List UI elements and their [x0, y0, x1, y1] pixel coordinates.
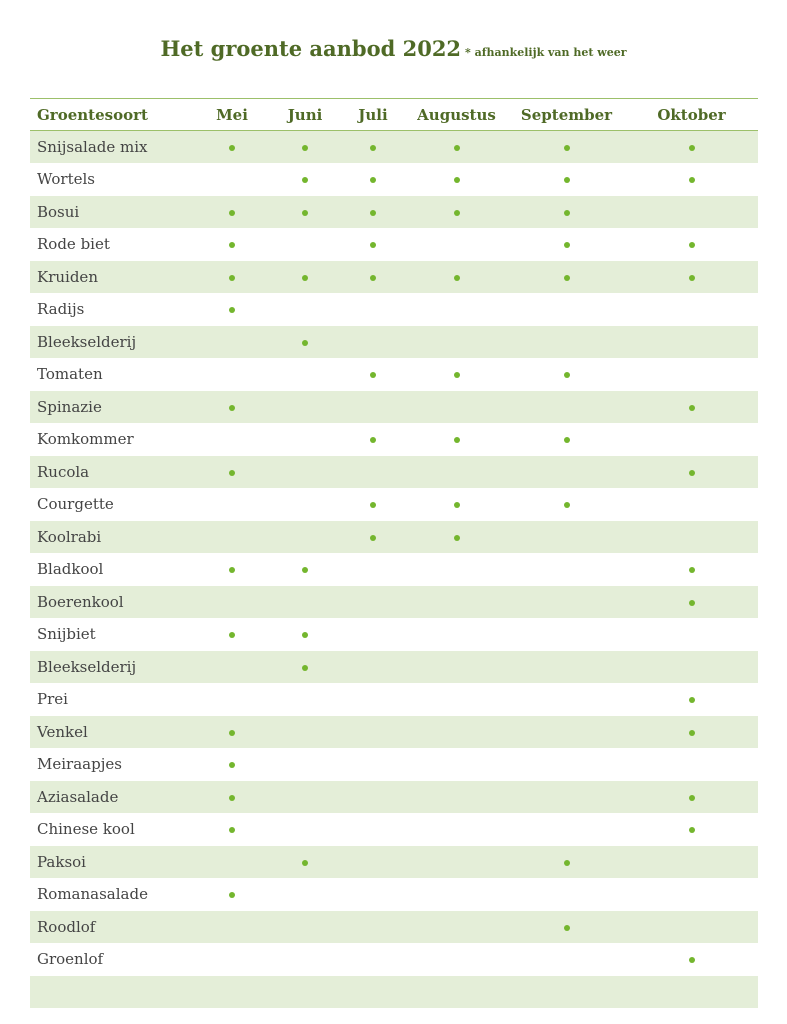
month-cell — [269, 196, 341, 229]
month-cell — [405, 781, 508, 814]
bullet-dot-icon — [564, 925, 570, 931]
bullet-dot-icon — [302, 177, 308, 183]
month-cell — [195, 423, 269, 456]
month-cell — [341, 683, 405, 716]
month-cell — [625, 326, 758, 359]
month-cell — [625, 553, 758, 586]
month-cell — [625, 813, 758, 846]
bullet-dot-icon — [229, 632, 235, 638]
month-cell — [508, 358, 625, 391]
vegetable-name: Spinazie — [37, 397, 102, 416]
table-body — [30, 131, 758, 1009]
month-cell — [195, 716, 269, 749]
bullet-dot-icon — [370, 145, 376, 151]
bullet-dot-icon — [564, 372, 570, 378]
bullet-dot-icon — [229, 567, 235, 573]
month-cell — [341, 586, 405, 619]
month-cell — [405, 521, 508, 554]
vegetable-availability-table — [30, 98, 758, 1008]
month-cell — [405, 228, 508, 261]
vegetable-name: Groenlof — [37, 950, 104, 969]
month-cell — [341, 228, 405, 261]
month-cell — [625, 976, 758, 1009]
month-cell — [341, 781, 405, 814]
month-cell — [341, 618, 405, 651]
bullet-dot-icon — [229, 795, 235, 801]
month-cell — [508, 456, 625, 489]
bullet-dot-icon — [302, 145, 308, 151]
table-row — [30, 261, 758, 294]
month-cell — [195, 196, 269, 229]
month-cell — [508, 878, 625, 911]
bullet-dot-icon — [302, 567, 308, 573]
bullet-dot-icon — [302, 275, 308, 281]
month-cell — [508, 748, 625, 781]
month-cell — [269, 131, 341, 164]
month-cell — [269, 618, 341, 651]
month-cell — [269, 456, 341, 489]
month-cell — [405, 911, 508, 944]
month-cell — [405, 943, 508, 976]
month-cell — [341, 456, 405, 489]
month-cell — [508, 391, 625, 424]
bullet-dot-icon — [689, 567, 695, 573]
month-cell — [341, 488, 405, 521]
bullet-dot-icon — [229, 210, 235, 216]
month-cell — [625, 716, 758, 749]
bullet-dot-icon — [454, 145, 460, 151]
month-cell — [195, 163, 269, 196]
month-cell — [625, 358, 758, 391]
month-cell — [341, 163, 405, 196]
vegetable-name: Kruiden — [37, 267, 98, 286]
month-cell — [625, 228, 758, 261]
month-cell — [625, 586, 758, 619]
month-cell — [341, 423, 405, 456]
month-cell — [195, 911, 269, 944]
month-cell — [269, 228, 341, 261]
table-row — [30, 293, 758, 326]
month-cell — [508, 228, 625, 261]
month-cell — [269, 358, 341, 391]
month-cell — [269, 976, 341, 1009]
vegetable-name: Komkommer — [37, 430, 134, 449]
month-cell — [625, 196, 758, 229]
vegetable-name: Prei — [37, 690, 68, 709]
table-row — [30, 716, 758, 749]
month-cell — [508, 813, 625, 846]
bullet-dot-icon — [689, 730, 695, 736]
table-row — [30, 423, 758, 456]
month-cell — [195, 781, 269, 814]
vegetable-name: Roodlof — [37, 917, 96, 936]
bullet-dot-icon — [370, 242, 376, 248]
bullet-dot-icon — [229, 762, 235, 768]
month-cell — [341, 911, 405, 944]
bullet-dot-icon — [689, 177, 695, 183]
month-cell — [508, 781, 625, 814]
month-cell — [625, 131, 758, 164]
bullet-dot-icon — [689, 697, 695, 703]
month-cell — [405, 326, 508, 359]
month-cell — [195, 261, 269, 294]
table-row — [30, 846, 758, 879]
month-cell — [195, 683, 269, 716]
month-cell — [195, 846, 269, 879]
month-cell — [341, 391, 405, 424]
bullet-dot-icon — [689, 470, 695, 476]
table-row — [30, 781, 758, 814]
bullet-dot-icon — [564, 502, 570, 508]
bullet-dot-icon — [689, 275, 695, 281]
month-cell — [195, 586, 269, 619]
month-cell — [341, 878, 405, 911]
month-cell — [625, 911, 758, 944]
month-cell — [625, 878, 758, 911]
month-cell — [341, 553, 405, 586]
bullet-dot-icon — [454, 210, 460, 216]
bullet-dot-icon — [564, 210, 570, 216]
bullet-dot-icon — [229, 827, 235, 833]
month-cell — [195, 228, 269, 261]
month-cell — [405, 651, 508, 684]
bullet-dot-icon — [229, 307, 235, 313]
bullet-dot-icon — [454, 372, 460, 378]
vegetable-name: Boerenkool — [37, 592, 124, 611]
table-row — [30, 358, 758, 391]
month-cell — [405, 618, 508, 651]
bullet-dot-icon — [689, 600, 695, 606]
vegetable-name: Wortels — [37, 170, 96, 189]
column-header-september: September — [508, 99, 625, 131]
bullet-dot-icon — [370, 372, 376, 378]
month-cell — [195, 618, 269, 651]
month-cell — [269, 911, 341, 944]
bullet-dot-icon — [689, 145, 695, 151]
month-cell — [625, 943, 758, 976]
month-cell — [405, 553, 508, 586]
month-cell — [269, 488, 341, 521]
month-cell — [341, 651, 405, 684]
bullet-dot-icon — [689, 242, 695, 248]
bullet-dot-icon — [370, 535, 376, 541]
month-cell — [405, 423, 508, 456]
month-cell — [341, 521, 405, 554]
vegetable-name: Aziasalade — [37, 787, 119, 806]
month-cell — [405, 716, 508, 749]
bullet-dot-icon — [229, 145, 235, 151]
month-cell — [195, 553, 269, 586]
table-row — [30, 456, 758, 489]
vegetable-name: Bleekselderij — [37, 657, 137, 676]
table-row — [30, 391, 758, 424]
month-cell — [195, 456, 269, 489]
month-cell — [195, 521, 269, 554]
bullet-dot-icon — [370, 502, 376, 508]
column-header-oktober: Oktober — [625, 99, 758, 131]
month-cell — [195, 358, 269, 391]
month-cell — [508, 911, 625, 944]
month-cell — [508, 618, 625, 651]
month-cell — [195, 976, 269, 1009]
month-cell — [269, 293, 341, 326]
month-cell — [405, 683, 508, 716]
table-row — [30, 196, 758, 229]
bullet-dot-icon — [454, 535, 460, 541]
table-row — [30, 911, 758, 944]
month-cell — [405, 456, 508, 489]
month-cell — [269, 261, 341, 294]
vegetable-name: Romanasalade — [37, 885, 148, 904]
vegetable-name: Meiraapjes — [37, 755, 122, 774]
bullet-dot-icon — [302, 860, 308, 866]
title-text: Het groente aanbod 2022 — [160, 36, 462, 61]
bullet-dot-icon — [689, 405, 695, 411]
month-cell — [625, 618, 758, 651]
document-title — [0, 36, 787, 61]
table-row — [30, 488, 758, 521]
month-cell — [405, 358, 508, 391]
vegetable-name: Bladkool — [37, 560, 104, 579]
month-cell — [508, 716, 625, 749]
bullet-dot-icon — [564, 242, 570, 248]
month-cell — [508, 943, 625, 976]
month-cell — [625, 163, 758, 196]
bullet-dot-icon — [454, 177, 460, 183]
month-cell — [341, 293, 405, 326]
month-cell — [341, 976, 405, 1009]
bullet-dot-icon — [564, 437, 570, 443]
bullet-dot-icon — [689, 795, 695, 801]
month-cell — [405, 293, 508, 326]
bullet-dot-icon — [302, 340, 308, 346]
month-cell — [625, 748, 758, 781]
table-row — [30, 651, 758, 684]
month-cell — [405, 846, 508, 879]
month-cell — [341, 943, 405, 976]
month-cell — [625, 781, 758, 814]
month-cell — [508, 651, 625, 684]
month-cell — [405, 748, 508, 781]
table-row — [30, 326, 758, 359]
vegetable-name: Rode biet — [37, 235, 110, 254]
column-header-mei: Mei — [195, 99, 269, 131]
month-cell — [405, 586, 508, 619]
bullet-dot-icon — [370, 210, 376, 216]
month-cell — [508, 521, 625, 554]
month-cell — [269, 878, 341, 911]
bullet-dot-icon — [564, 860, 570, 866]
table-row — [30, 228, 758, 261]
vegetable-name: Tomaten — [37, 365, 103, 384]
table-header-row — [30, 99, 758, 131]
month-cell — [269, 813, 341, 846]
month-cell — [195, 293, 269, 326]
month-cell — [508, 683, 625, 716]
vegetable-name: Radijs — [37, 300, 85, 319]
month-cell — [269, 716, 341, 749]
vegetable-name: Venkel — [37, 722, 88, 741]
month-cell — [508, 586, 625, 619]
month-cell — [269, 423, 341, 456]
month-cell — [269, 748, 341, 781]
bullet-dot-icon — [454, 502, 460, 508]
month-cell — [341, 716, 405, 749]
table-row — [30, 521, 758, 554]
month-cell — [405, 488, 508, 521]
month-cell — [508, 326, 625, 359]
month-cell — [508, 553, 625, 586]
column-header-augustus: Augustus — [405, 99, 508, 131]
month-cell — [269, 683, 341, 716]
vegetable-name: Courgette — [37, 495, 114, 514]
vegetable-name: Paksoi — [37, 852, 86, 871]
month-cell — [195, 488, 269, 521]
bullet-dot-icon — [229, 470, 235, 476]
table-row — [30, 683, 758, 716]
table-row — [30, 976, 758, 1009]
month-cell — [341, 748, 405, 781]
month-cell — [405, 813, 508, 846]
vegetable-name: Rucola — [37, 462, 90, 481]
month-cell — [195, 651, 269, 684]
month-cell — [269, 651, 341, 684]
month-cell — [195, 391, 269, 424]
month-cell — [508, 131, 625, 164]
month-cell — [508, 488, 625, 521]
bullet-dot-icon — [302, 665, 308, 671]
month-cell — [269, 521, 341, 554]
month-cell — [508, 163, 625, 196]
month-cell — [405, 976, 508, 1009]
vegetable-name: Snijbiet — [37, 625, 96, 644]
month-cell — [625, 423, 758, 456]
bullet-dot-icon — [564, 177, 570, 183]
table-row — [30, 813, 758, 846]
vegetable-name: Bleekselderij — [37, 332, 137, 351]
month-cell — [269, 326, 341, 359]
month-cell — [405, 196, 508, 229]
table-row — [30, 163, 758, 196]
bullet-dot-icon — [370, 437, 376, 443]
bullet-dot-icon — [454, 275, 460, 281]
bullet-dot-icon — [229, 892, 235, 898]
vegetable-name: Chinese kool — [37, 820, 135, 839]
month-cell — [625, 846, 758, 879]
vegetable-name — [30, 976, 195, 1009]
table-row — [30, 553, 758, 586]
bullet-dot-icon — [229, 275, 235, 281]
column-header-groentesoort: Groentesoort — [30, 99, 195, 131]
month-cell — [625, 391, 758, 424]
month-cell — [405, 878, 508, 911]
bullet-dot-icon — [370, 275, 376, 281]
month-cell — [269, 163, 341, 196]
month-cell — [269, 391, 341, 424]
month-cell — [195, 813, 269, 846]
month-cell — [508, 261, 625, 294]
bullet-dot-icon — [302, 632, 308, 638]
table-row — [30, 131, 758, 164]
month-cell — [195, 326, 269, 359]
bullet-dot-icon — [370, 177, 376, 183]
column-header-juli: Juli — [341, 99, 405, 131]
month-cell — [508, 846, 625, 879]
vegetable-name: Koolrabi — [37, 527, 102, 546]
month-cell — [341, 131, 405, 164]
month-cell — [269, 586, 341, 619]
month-cell — [625, 521, 758, 554]
table-row — [30, 586, 758, 619]
bullet-dot-icon — [564, 145, 570, 151]
month-cell — [341, 813, 405, 846]
bullet-dot-icon — [229, 405, 235, 411]
month-cell — [405, 261, 508, 294]
month-cell — [195, 748, 269, 781]
month-cell — [625, 488, 758, 521]
table-row — [30, 618, 758, 651]
bullet-dot-icon — [302, 210, 308, 216]
month-cell — [341, 326, 405, 359]
table-row — [30, 878, 758, 911]
month-cell — [625, 651, 758, 684]
table-row — [30, 748, 758, 781]
month-cell — [269, 553, 341, 586]
month-cell — [405, 131, 508, 164]
vegetable-name: Snijsalade mix — [37, 138, 148, 156]
month-cell — [625, 683, 758, 716]
bullet-dot-icon — [229, 242, 235, 248]
month-cell — [405, 391, 508, 424]
vegetable-name: Bosui — [37, 202, 80, 221]
month-cell — [269, 943, 341, 976]
month-cell — [195, 878, 269, 911]
bullet-dot-icon — [229, 730, 235, 736]
month-cell — [508, 293, 625, 326]
month-cell — [269, 846, 341, 879]
month-cell — [508, 976, 625, 1009]
month-cell — [625, 456, 758, 489]
month-cell — [508, 423, 625, 456]
month-cell — [341, 846, 405, 879]
month-cell — [341, 196, 405, 229]
month-cell — [625, 293, 758, 326]
weather-note: * afhankelijk van het weer — [465, 46, 627, 59]
bullet-dot-icon — [564, 275, 570, 281]
column-header-juni: Juni — [269, 99, 341, 131]
month-cell — [508, 196, 625, 229]
month-cell — [341, 358, 405, 391]
bullet-dot-icon — [689, 827, 695, 833]
month-cell — [341, 261, 405, 294]
month-cell — [195, 943, 269, 976]
bullet-dot-icon — [689, 957, 695, 963]
month-cell — [269, 781, 341, 814]
table-row — [30, 943, 758, 976]
bullet-dot-icon — [454, 437, 460, 443]
month-cell — [195, 131, 269, 164]
month-cell — [625, 261, 758, 294]
month-cell — [405, 163, 508, 196]
